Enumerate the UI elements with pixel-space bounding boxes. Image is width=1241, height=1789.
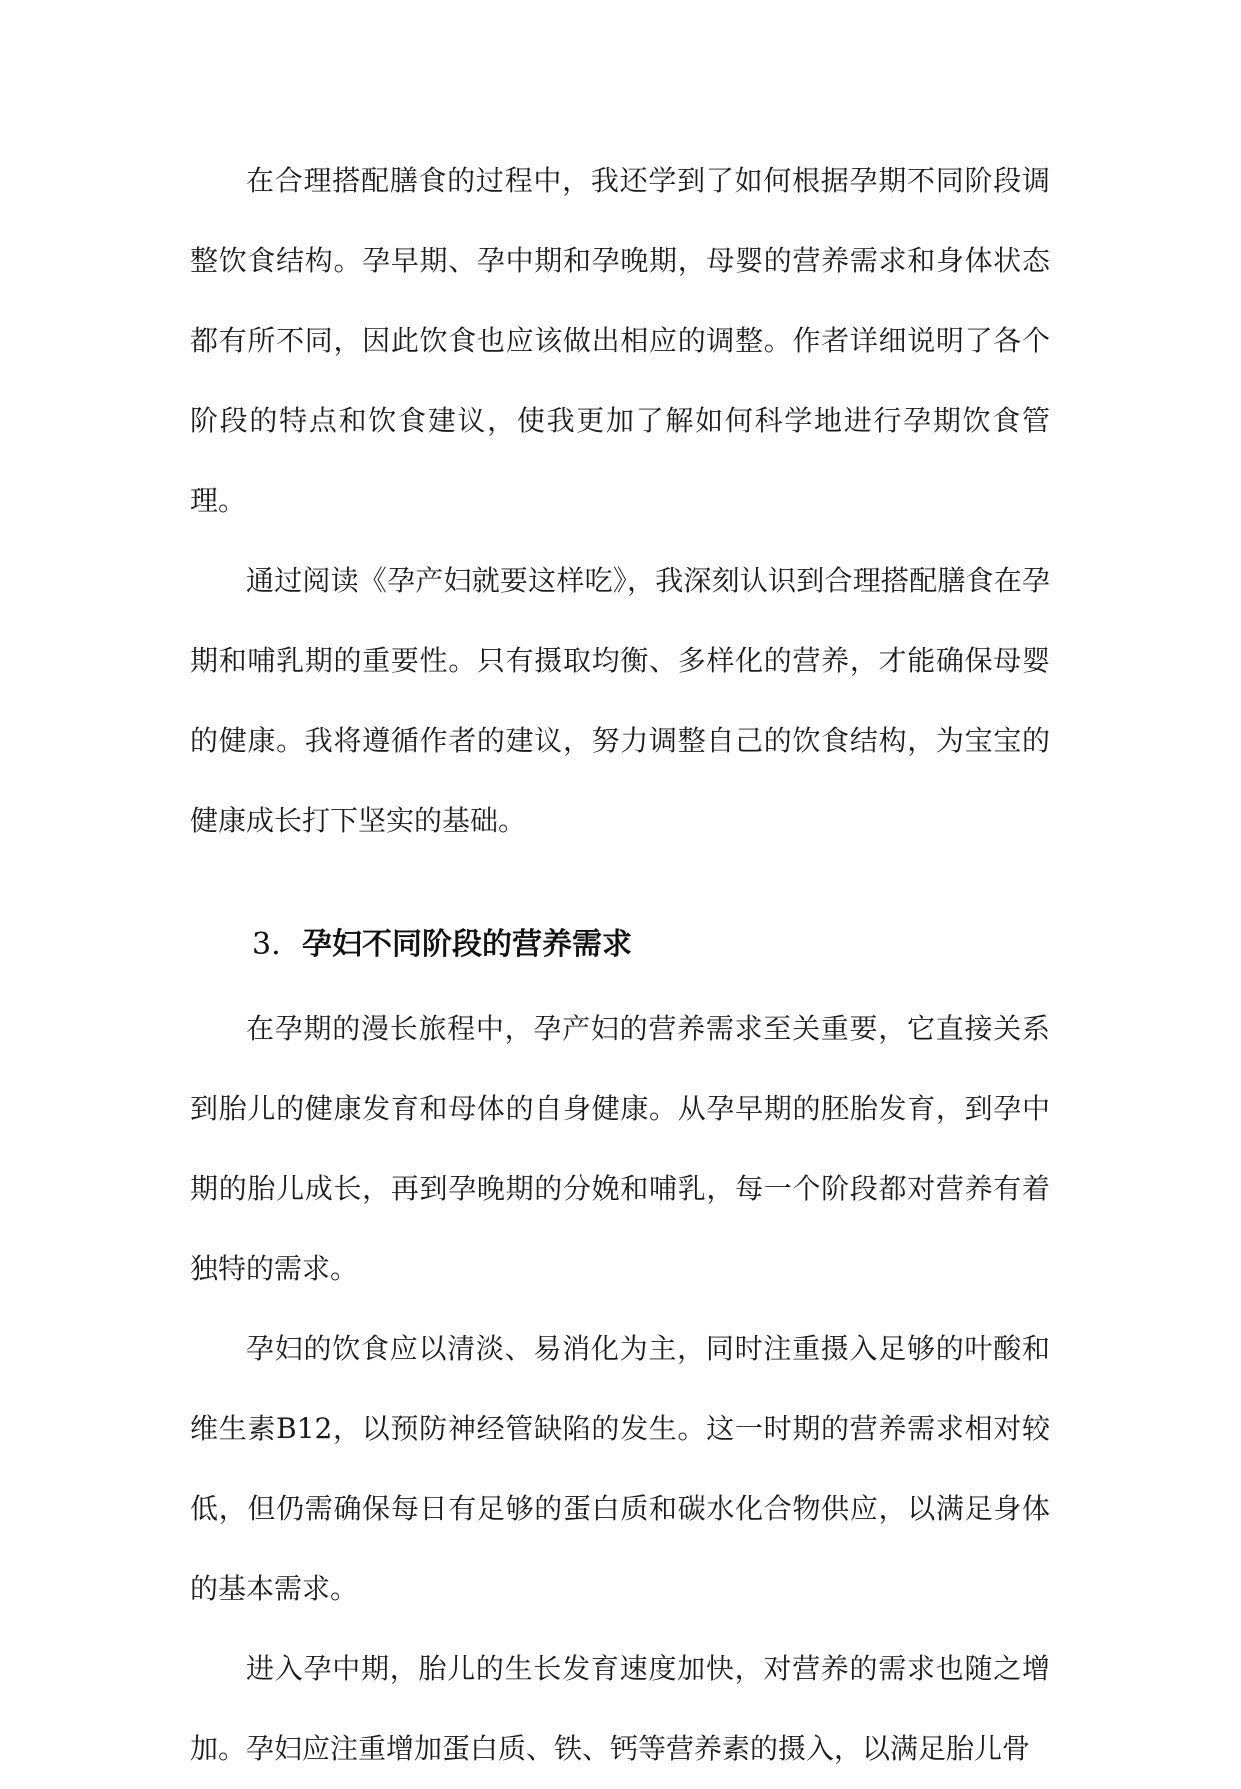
document-body (190, 141, 1050, 1789)
section-number: 3. (252, 927, 281, 962)
paragraph-mid-pregnancy: 进入孕中期，胎儿的生长发育速度加快，对营养的需求也随之增加。孕妇应注重增加蛋白质、铁、钙等营养素的摄入，以满足胎儿骨 (190, 1652, 1050, 1765)
paragraph-diet-stages: 在合理搭配膳食的过程中，我还学到了如何根据孕期不同阶段调整饮食结构。孕早期、孕中期和孕晚期，母婴的营养需求和身体状态都有所不同，因此饮食也应该做出相应的调整。作者详细说明了各个阶段的特点和饮食建议，使我更加了解如何科学地进行孕期饮食管理。 (190, 164, 1050, 517)
paragraph-early-pregnancy: 孕妇的饮食应以清淡、易消化为主，同时注重摄入足够的叶酸和维生素B12，以预防神经管缺陷的发生。这一时期的营养需求相对较低，但仍需确保每日有足够的蛋白质和碳水化合物供应，以满足身体的基本需求。 (190, 1332, 1050, 1605)
paragraph-book-summary: 通过阅读《孕产妇就要这样吃》，我深刻认识到合理搭配膳食在孕期和哺乳期的重要性。只有摄取均衡、多样化的营养，才能确保母婴的健康。我将遵循作者的建议，努力调整自己的饮食结构，为宝宝的健康成长打下坚实的基础。 (190, 564, 1050, 837)
paragraph-intro: 在孕期的漫长旅程中，孕产妇的营养需求至关重要，它直接关系到胎儿的健康发育和母体的自身健康。从孕早期的胚胎发育，到孕中期的胎儿成长，再到孕晚期的分娩和哺乳，每一个阶段都对营养有着独特的需求。 (190, 1012, 1050, 1285)
section-heading (190, 901, 1050, 989)
section-title: 孕妇不同阶段的营养需求 (302, 927, 632, 962)
